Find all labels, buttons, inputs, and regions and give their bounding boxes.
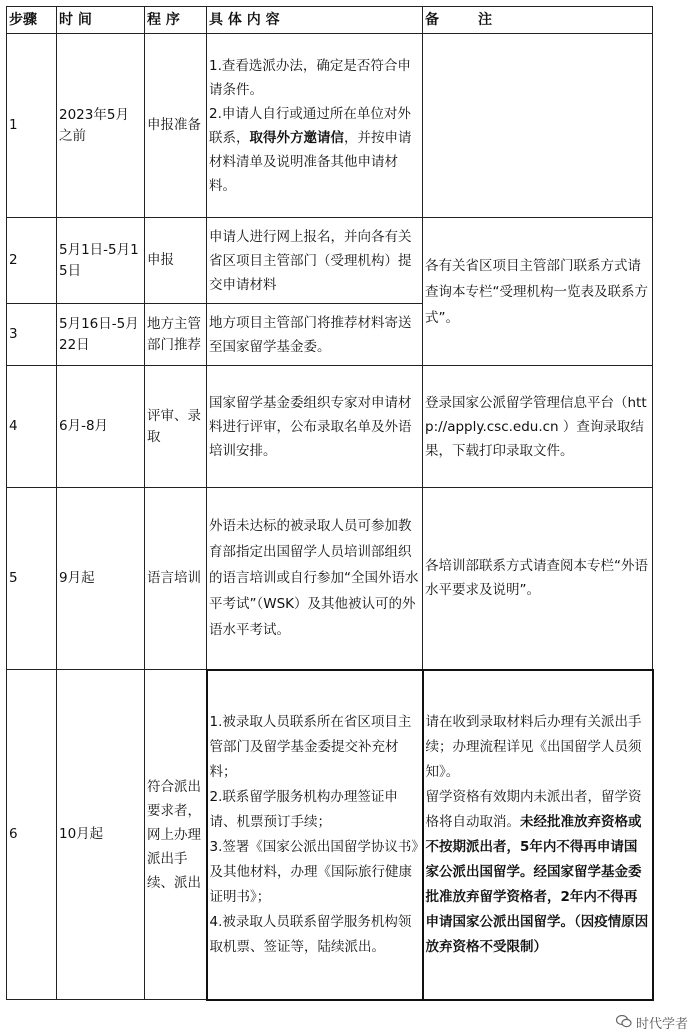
watermark: [616, 1013, 688, 1032]
step-cell: 4: [7, 366, 57, 488]
time-cell: 10月起: [57, 670, 145, 1000]
schedule-table: [6, 6, 654, 1001]
content-cell: 申请人进行网上报名，并向各有关省区项目主管部门（受理机构）提交申请材料: [207, 218, 423, 304]
step-cell: 3: [7, 304, 57, 366]
note-cell: [423, 670, 653, 1000]
procedure-cell: 地方主管部门推荐: [145, 304, 207, 366]
content-line: 2.申请人自行或通过所在单位对外联系，: [209, 105, 411, 146]
table-row: [7, 488, 653, 670]
content-cell: 外语未达标的被录取人员可参加教育部指定出国留学人员培训部组织的语言培训或自行参加“全国外语水平考试”（WSK）及其他被认可的外语水平考试。: [207, 488, 423, 670]
procedure-cell: 评审、录取: [145, 366, 207, 488]
note-cell: 登录国家公派留学管理信息平台（http://apply.csc.edu.cn ）查询录取结果，下载打印录取文件。: [423, 366, 653, 488]
header-step: 步骤: [7, 7, 57, 34]
highlight-text: 未经批准放弃资格或不按期派出者，5年内不得再申请国家公派出国留学。经国家留学基金委批准放弃留学资格者，2年内不得再申请国家公派出国留学。（因疫情原因放弃资格不受限制）: [425, 813, 649, 955]
note-cell: [423, 34, 653, 218]
step-cell: 2: [7, 218, 57, 304]
header-procedure: 程 序: [145, 7, 207, 34]
table-row: [7, 34, 653, 218]
note-cell: 各培训部联系方式请查阅本专栏“外语水平要求及说明”。: [423, 488, 653, 670]
table-row: [7, 670, 653, 1000]
content-cell: 地方项目主管部门将推荐材料寄送至国家留学基金委。: [207, 304, 423, 366]
time-cell: 2023年5月之前: [57, 34, 145, 218]
step-cell: 5: [7, 488, 57, 670]
step-cell: 6: [7, 670, 57, 1000]
note-line: 请在收到录取材料后办理有关派出手续；办理流程详见《出国留学人员须知》。: [425, 713, 642, 780]
header-time: 时 间: [57, 7, 145, 34]
procedure-cell: 申报准备: [145, 34, 207, 218]
time-cell: 6月-8月: [57, 366, 145, 488]
time-cell: 5月16日-5月22日: [57, 304, 145, 366]
content-line: 1.查看选派办法，确定是否符合申请条件。: [209, 57, 411, 98]
procedure-cell: 申报: [145, 218, 207, 304]
step-cell: 1: [7, 34, 57, 218]
table-row: [7, 218, 653, 304]
header-content: 具 体 内 容: [207, 7, 423, 34]
watermark-text: 时代学者: [635, 1017, 688, 1032]
header-note: 备 注: [423, 7, 653, 34]
time-cell: 5月1日-5月15日: [57, 218, 145, 304]
content-line: 3.签署《国家公派出国留学协议书》及其他材料，办理《国际旅行健康证明书》；: [209, 838, 419, 905]
wechat-icon: [616, 1015, 632, 1028]
content-line: 4.被录取人员联系留学服务机构领取机票、签证等，陆续派出。: [209, 913, 412, 955]
procedure-cell: 符合派出要求者，网上办理派出手续、派出: [145, 670, 207, 1000]
time-cell: 9月起: [57, 488, 145, 670]
content-line: 2.联系留学服务机构办理签证申请、机票预订手续；: [209, 788, 398, 830]
content-line: 1.被录取人员联系所在省区项目主管部门及留学基金委提交补充材料；: [209, 713, 412, 780]
procedure-cell: 语言培训: [145, 488, 207, 670]
content-cell: [207, 34, 423, 218]
header-row: [7, 7, 653, 34]
highlight-text: 取得外方邀请信: [249, 129, 344, 146]
note-cell: 各有关省区项目主管部门联系方式请查询本专栏“受理机构一览表及联系方式”。: [423, 218, 653, 366]
table-row: [7, 366, 653, 488]
content-line: ，并按申请材料清单及说明准备其他申请材料。: [209, 129, 412, 194]
content-cell: [207, 670, 423, 1000]
content-cell: 国家留学基金委组织专家对申请材料进行评审，公布录取名单及外语培训安排。: [207, 366, 423, 488]
note-line: 留学资格有效期内未派出者，留学资格将自动取消。: [425, 788, 642, 830]
